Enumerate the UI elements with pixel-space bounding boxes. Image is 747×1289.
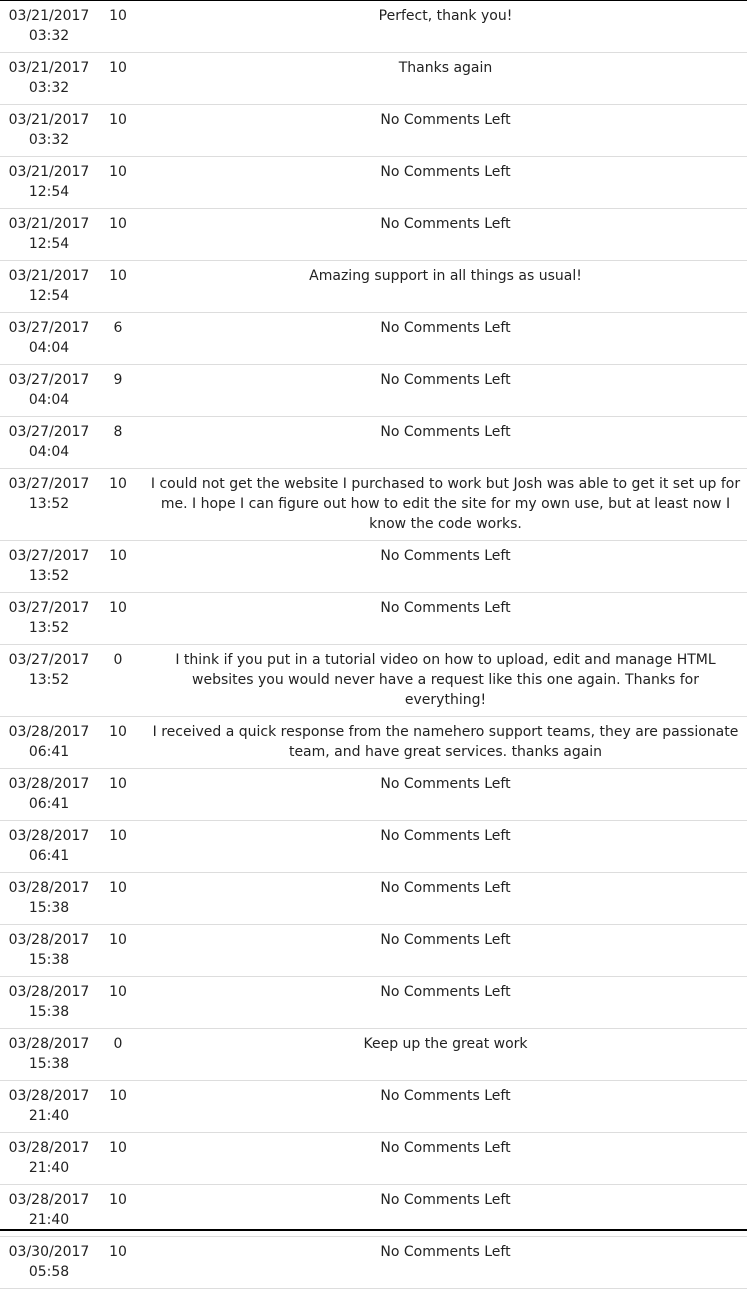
table-row bbox=[0, 1, 747, 53]
date-cell bbox=[0, 417, 96, 469]
table-row bbox=[0, 925, 747, 977]
comment-cell: No Comments Left bbox=[144, 1081, 747, 1133]
date-cell bbox=[0, 157, 96, 209]
time-text: 21:40 bbox=[28, 1160, 70, 1176]
table-row bbox=[0, 209, 747, 261]
date-cell bbox=[0, 645, 96, 717]
date-cell bbox=[0, 593, 96, 645]
score-cell: 10 bbox=[96, 53, 144, 105]
score-cell: 8 bbox=[96, 417, 144, 469]
comment-cell: Thanks again bbox=[144, 53, 747, 105]
score-cell: 9 bbox=[96, 365, 144, 417]
time-text: 13:52 bbox=[28, 672, 70, 688]
date-cell bbox=[0, 53, 96, 105]
comment-cell: Keep up the great work bbox=[144, 1029, 747, 1081]
date-cell bbox=[0, 105, 96, 157]
time-text: 04:04 bbox=[28, 340, 70, 356]
table-row bbox=[0, 105, 747, 157]
comment-cell: No Comments Left bbox=[144, 313, 747, 365]
comment-cell: No Comments Left bbox=[144, 209, 747, 261]
score-cell: 10 bbox=[96, 925, 144, 977]
score-cell: 10 bbox=[96, 769, 144, 821]
date-text: 03/28/2017 bbox=[8, 776, 90, 792]
table-row bbox=[0, 417, 747, 469]
time-text: 03:32 bbox=[28, 132, 70, 148]
date-cell bbox=[0, 1081, 96, 1133]
date-text: 03/21/2017 bbox=[8, 164, 90, 180]
time-text: 15:38 bbox=[28, 1004, 70, 1020]
comment-cell: No Comments Left bbox=[144, 417, 747, 469]
date-cell bbox=[0, 1133, 96, 1185]
table-row bbox=[0, 873, 747, 925]
table-row bbox=[0, 1081, 747, 1133]
time-text: 13:52 bbox=[28, 620, 70, 636]
score-cell: 10 bbox=[96, 593, 144, 645]
time-text: 12:54 bbox=[28, 184, 70, 200]
comment-cell: No Comments Left bbox=[144, 873, 747, 925]
table-row bbox=[0, 1029, 747, 1081]
time-text: 15:38 bbox=[28, 1056, 70, 1072]
score-cell: 0 bbox=[96, 645, 144, 717]
time-text: 21:40 bbox=[28, 1212, 70, 1228]
date-cell bbox=[0, 769, 96, 821]
comment-cell: No Comments Left bbox=[144, 925, 747, 977]
date-text: 03/27/2017 bbox=[8, 320, 90, 336]
date-text: 03/27/2017 bbox=[8, 476, 90, 492]
date-cell bbox=[0, 1237, 96, 1289]
time-text: 06:41 bbox=[28, 744, 70, 760]
score-cell: 10 bbox=[96, 821, 144, 873]
time-text: 03:32 bbox=[28, 80, 70, 96]
time-text: 03:32 bbox=[28, 28, 70, 44]
date-text: 03/28/2017 bbox=[8, 880, 90, 896]
comment-cell: I could not get the website I purchased to work but Josh was able to get it set up for me. I hope I can figure out how to edit the site for my own use, but at least now I know the code works. bbox=[144, 469, 747, 541]
date-cell bbox=[0, 261, 96, 313]
date-text: 03/28/2017 bbox=[8, 1140, 90, 1156]
date-text: 03/27/2017 bbox=[8, 372, 90, 388]
comment-cell: I received a quick response from the namehero support teams, they are passionate team, and have great services. thanks again bbox=[144, 717, 747, 769]
date-text: 03/21/2017 bbox=[8, 216, 90, 232]
date-text: 03/30/2017 bbox=[8, 1244, 90, 1260]
table-row bbox=[0, 365, 747, 417]
date-text: 03/21/2017 bbox=[8, 8, 90, 24]
score-cell: 10 bbox=[96, 1133, 144, 1185]
date-text: 03/28/2017 bbox=[8, 1036, 90, 1052]
comment-cell: No Comments Left bbox=[144, 105, 747, 157]
date-text: 03/21/2017 bbox=[8, 112, 90, 128]
date-cell bbox=[0, 925, 96, 977]
date-text: 03/21/2017 bbox=[8, 60, 90, 76]
feedback-table-body bbox=[0, 1, 747, 1289]
time-text: 12:54 bbox=[28, 236, 70, 252]
comment-cell: Perfect, thank you! bbox=[144, 1, 747, 53]
score-cell: 0 bbox=[96, 1029, 144, 1081]
time-text: 04:04 bbox=[28, 444, 70, 460]
score-cell: 10 bbox=[96, 157, 144, 209]
date-text: 03/28/2017 bbox=[8, 932, 90, 948]
time-text: 13:52 bbox=[28, 568, 70, 584]
score-cell: 10 bbox=[96, 1237, 144, 1289]
comment-cell: No Comments Left bbox=[144, 769, 747, 821]
table-row bbox=[0, 1133, 747, 1185]
time-text: 06:41 bbox=[28, 796, 70, 812]
comment-cell: No Comments Left bbox=[144, 821, 747, 873]
table-row bbox=[0, 593, 747, 645]
score-cell: 10 bbox=[96, 469, 144, 541]
date-cell bbox=[0, 873, 96, 925]
time-text: 05:58 bbox=[28, 1264, 70, 1280]
table-row bbox=[0, 541, 747, 593]
table-row bbox=[0, 821, 747, 873]
date-text: 03/28/2017 bbox=[8, 1088, 90, 1104]
comment-cell: No Comments Left bbox=[144, 157, 747, 209]
score-cell: 10 bbox=[96, 1081, 144, 1133]
comment-cell: No Comments Left bbox=[144, 593, 747, 645]
table-row bbox=[0, 53, 747, 105]
date-cell bbox=[0, 1029, 96, 1081]
comment-cell: Amazing support in all things as usual! bbox=[144, 261, 747, 313]
comment-cell: No Comments Left bbox=[144, 1133, 747, 1185]
comment-cell: No Comments Left bbox=[144, 977, 747, 1029]
time-text: 13:52 bbox=[28, 496, 70, 512]
score-cell: 10 bbox=[96, 717, 144, 769]
time-text: 06:41 bbox=[28, 848, 70, 864]
table-row bbox=[0, 469, 747, 541]
score-cell: 10 bbox=[96, 1185, 144, 1237]
score-cell: 6 bbox=[96, 313, 144, 365]
time-text: 15:38 bbox=[28, 952, 70, 968]
table-row bbox=[0, 1237, 747, 1289]
time-text: 15:38 bbox=[28, 900, 70, 916]
date-text: 03/28/2017 bbox=[8, 984, 90, 1000]
time-text: 04:04 bbox=[28, 392, 70, 408]
date-cell bbox=[0, 717, 96, 769]
comment-cell: No Comments Left bbox=[144, 541, 747, 593]
score-cell: 10 bbox=[96, 1, 144, 53]
date-text: 03/27/2017 bbox=[8, 548, 90, 564]
feedback-table bbox=[0, 1, 747, 1289]
date-cell bbox=[0, 469, 96, 541]
date-text: 03/27/2017 bbox=[8, 652, 90, 668]
date-cell bbox=[0, 209, 96, 261]
date-text: 03/21/2017 bbox=[8, 268, 90, 284]
comment-cell: No Comments Left bbox=[144, 365, 747, 417]
table-row bbox=[0, 261, 747, 313]
time-text: 12:54 bbox=[28, 288, 70, 304]
table-row bbox=[0, 977, 747, 1029]
comment-cell: I think if you put in a tutorial video on how to upload, edit and manage HTML websites you would never have a request like this one again. Thanks for everything! bbox=[144, 645, 747, 717]
date-cell bbox=[0, 821, 96, 873]
date-cell bbox=[0, 541, 96, 593]
table-row bbox=[0, 645, 747, 717]
date-text: 03/28/2017 bbox=[8, 1192, 90, 1208]
table-row bbox=[0, 313, 747, 365]
score-cell: 10 bbox=[96, 541, 144, 593]
date-text: 03/28/2017 bbox=[8, 724, 90, 740]
comment-cell: No Comments Left bbox=[144, 1185, 747, 1237]
score-cell: 10 bbox=[96, 873, 144, 925]
score-cell: 10 bbox=[96, 209, 144, 261]
date-cell bbox=[0, 1, 96, 53]
table-row bbox=[0, 157, 747, 209]
date-text: 03/28/2017 bbox=[8, 828, 90, 844]
score-cell: 10 bbox=[96, 261, 144, 313]
date-text: 03/27/2017 bbox=[8, 600, 90, 616]
date-cell bbox=[0, 365, 96, 417]
table-row bbox=[0, 717, 747, 769]
date-text: 03/27/2017 bbox=[8, 424, 90, 440]
comment-cell: No Comments Left bbox=[144, 1237, 747, 1289]
date-cell bbox=[0, 313, 96, 365]
table-row bbox=[0, 769, 747, 821]
time-text: 21:40 bbox=[28, 1108, 70, 1124]
score-cell: 10 bbox=[96, 105, 144, 157]
date-cell bbox=[0, 977, 96, 1029]
score-cell: 10 bbox=[96, 977, 144, 1029]
